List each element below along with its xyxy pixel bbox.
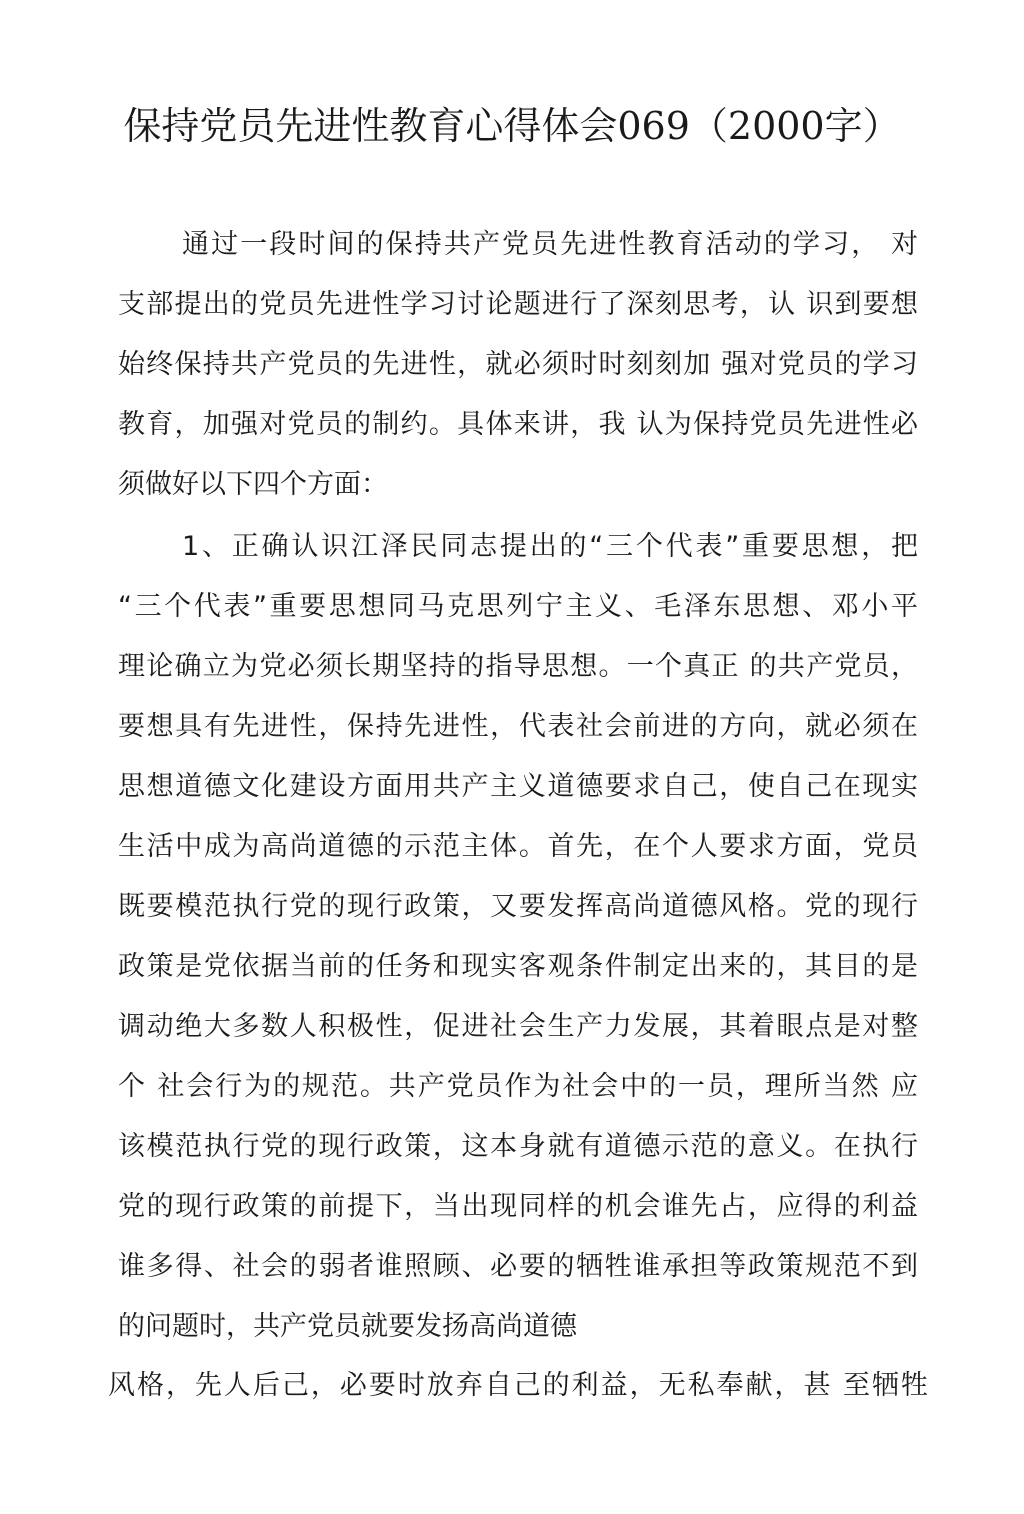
- text-line: 始终保持共产党员的先进性，就必须时时刻刻加 强对党员的学习: [118, 349, 918, 380]
- document-title: 保持党员先进性教育心得体会069（2000字）: [123, 104, 901, 148]
- paragraph-intro: [118, 215, 918, 515]
- text-line: 须做好以下四个方面：: [118, 469, 388, 500]
- text-line: 政策是党依据当前的任务和现实客观条件制定出来的，其目的是: [118, 951, 918, 982]
- text-line: 该模范执行党的现行政策，这本身就有道德示范的意义。在执行: [118, 1131, 918, 1162]
- text-line: “三个代表”重要思想同马克思列宁主义、毛泽东思想、邓小平: [118, 591, 918, 622]
- text-line-continuation: 风格，先人后己，必要时放弃自己的利益，无私奉献，甚 至牺牲: [108, 1370, 928, 1401]
- text-line: 的问题时，共产党员就要发扬高尚道德: [118, 1311, 577, 1342]
- text-line: 理论确立为党必须长期坚持的指导思想。一个真正 的共产党员，: [118, 651, 918, 682]
- text-line: 通过一段时间的保持共产党员先进性教育活动的学习， 对: [182, 229, 918, 260]
- text-line: 支部提出的党员先进性学习讨论题进行了深刻思考，认 识到要想: [118, 289, 918, 320]
- paragraph-point-1: [118, 517, 918, 1357]
- text-line: 调动绝大多数人积极性，促进社会生产力发展，其着眼点是对整: [118, 1011, 918, 1042]
- text-line: 谁多得、社会的弱者谁照顾、必要的牺牲谁承担等政策规范不到: [118, 1251, 918, 1282]
- text-line: 1、正确认识江泽民同志提出的“三个代表”重要思想，把: [182, 531, 918, 562]
- text-line: 生活中成为高尚道德的示范主体。首先，在个人要求方面，党员: [118, 831, 918, 862]
- text-line: 既要模范执行党的现行政策，又要发挥高尚道德风格。党的现行: [118, 891, 918, 922]
- text-line: 教育，加强对党员的制约。具体来讲，我 认为保持党员先进性必: [118, 409, 918, 440]
- text-line: 思想道德文化建设方面用共产主义道德要求自己，使自己在现实: [118, 771, 918, 802]
- text-line: 个 社会行为的规范。共产党员作为社会中的一员，理所当然 应: [118, 1071, 918, 1102]
- text-line: 党的现行政策的前提下，当出现同样的机会谁先占，应得的利益: [118, 1191, 918, 1222]
- text-line: 要想具有先进性，保持先进性，代表社会前进的方向，就必须在: [118, 711, 918, 742]
